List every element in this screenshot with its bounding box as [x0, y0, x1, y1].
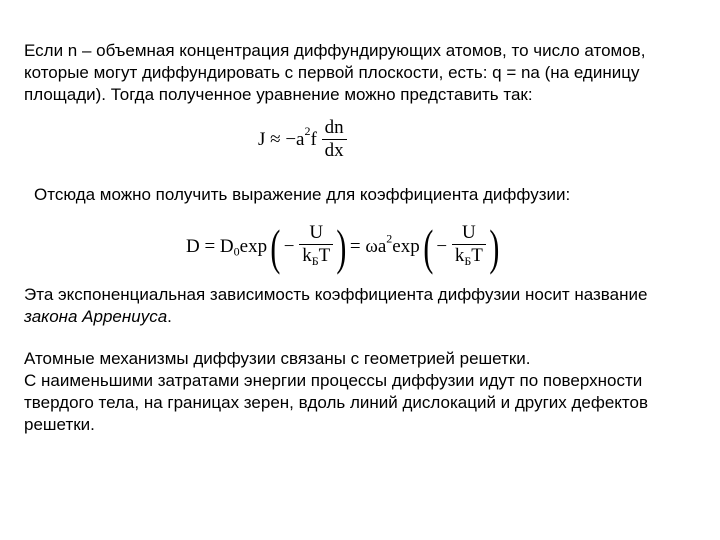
- eq2-den-k-2: k: [454, 245, 465, 266]
- eq2-paren-open-2: (: [423, 219, 434, 275]
- eq2-paren-open-1: (: [270, 219, 281, 275]
- paragraph-coefficient: Отсюда можно получить выражение для коэффициента диффузии:: [34, 185, 571, 204]
- eq2-den-2: [452, 245, 486, 272]
- eq2-num-1: U: [299, 222, 333, 245]
- diffusion-coefficient-equation: [186, 219, 503, 275]
- flux-denominator: dx: [324, 140, 344, 161]
- paragraph-concentration: Если n – объемная концентрация диффундирующих атомов, то число атомов, которые могут диффундировать с первой плоскости, есть: q = na (на единицу площади). Тогда полученное уравнение можно представить так:: [24, 41, 646, 104]
- arrhenius-text: Эта экспоненциальная зависимость коэффициента диффузии носит название: [24, 285, 648, 304]
- eq2-paren-close-2: ): [489, 219, 500, 275]
- eq2-num-2: U: [452, 222, 486, 245]
- eq2-den-k-1: k: [302, 245, 312, 266]
- flux-equation: [258, 117, 347, 162]
- eq2-exp2: exp: [392, 236, 420, 257]
- eq2-den-sub-1: Б: [311, 254, 319, 268]
- arrhenius-period: .: [167, 307, 172, 326]
- eq2-minus-2: −: [436, 236, 448, 257]
- eq2-d-sub: 0: [233, 244, 240, 259]
- eq2-minus-1: −: [283, 236, 295, 257]
- eq2-den-1: [299, 245, 333, 272]
- eq2-fraction-2: [452, 222, 486, 272]
- eq2-exp1: exp: [239, 236, 268, 257]
- eq2-den-sub-2: Б: [464, 254, 472, 268]
- flux-lhs: J ≈ −a: [258, 128, 305, 150]
- paragraph-defects: С наименьшими затратами энергии процессы диффузии идут по поверхности твердого тела, на границах зерен, вдоль линий дислокаций и других дефектов решетки.: [24, 371, 649, 434]
- flux-fraction: [322, 117, 347, 162]
- paragraph-arrhenius: [24, 284, 704, 328]
- eq2-fraction-1: [299, 222, 333, 272]
- flux-exponent: 2: [304, 123, 311, 138]
- eq2-den-t-2: T: [471, 245, 483, 266]
- flux-f: f: [310, 128, 317, 150]
- eq2-mid: = ωa: [349, 236, 387, 257]
- flux-numerator: dn: [322, 117, 347, 140]
- arrhenius-law-name: закона Аррениуса: [24, 307, 168, 326]
- eq2-mid-exponent: 2: [386, 231, 393, 246]
- paragraph-mechanisms: Атомные механизмы диффузии связаны с геометрией решетки.: [24, 349, 531, 368]
- eq2-paren-close-1: ): [336, 219, 347, 275]
- eq2-lhs: D = D: [186, 236, 234, 257]
- eq2-den-t-1: T: [318, 245, 331, 266]
